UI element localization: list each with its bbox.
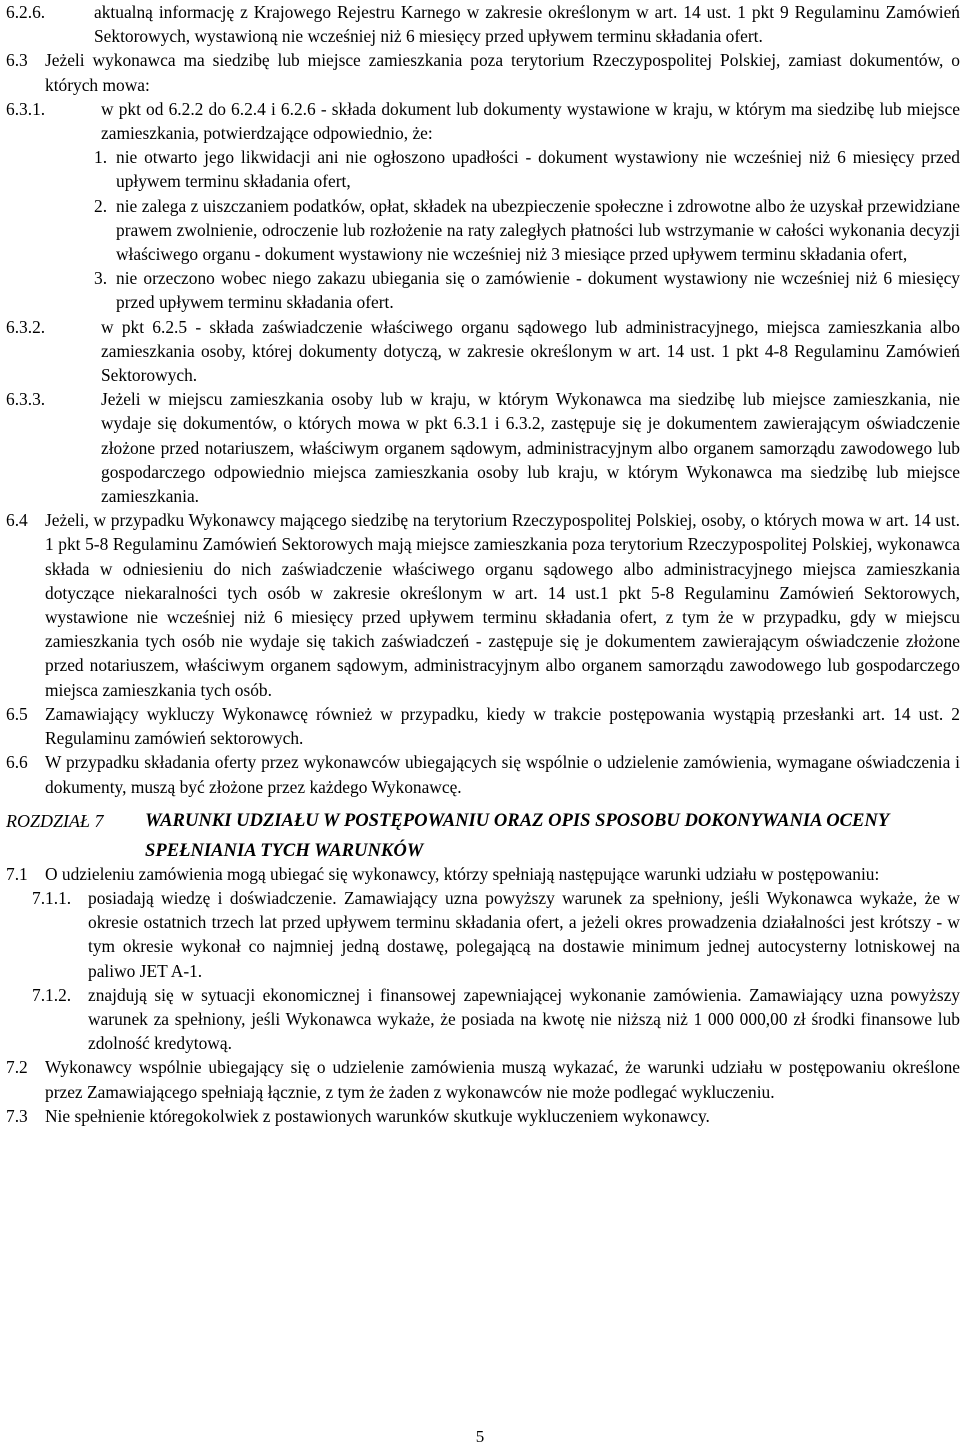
item-text: Jeżeli w miejscu zamieszkania osoby lub w kraju, w którym Wykonawca ma siedzibę lub miejsce zamieszkania, nie wydaje się dokumentów, o których mowa w pkt 6.3.1 i 6.3.2, zastępuje się je dokumentem zawierającym oświadczenie złożone przed notariuszem, właściwym organem sądowym, administracyjnym albo organem samorządu zawodowego lub gospodarczego odpowiednio miejsca zamieszkania osoby lub kraju, w którym Wykonawca ma siedzibę lub miejsce zamieszkania. xyxy=(101,389,960,507)
chapter-heading xyxy=(6,806,960,862)
list-item xyxy=(6,886,960,983)
list-item xyxy=(6,145,960,193)
item-number: 6.4 xyxy=(6,510,28,531)
item-number: 1. xyxy=(94,147,108,168)
item-text: w pkt od 6.2.2 do 6.2.4 i 6.2.6 - składa dokument lub dokumenty wystawione w kraju, w którym ma siedzibę lub miejsce zamieszkania, potwierdzające odpowiednio, że: xyxy=(101,98,960,144)
item-number: 6.5 xyxy=(6,703,28,724)
item-number: 6.3 xyxy=(6,50,28,71)
list-item xyxy=(6,702,960,750)
list-item xyxy=(6,48,960,96)
item-number: 7.3 xyxy=(6,1105,28,1126)
list-item xyxy=(6,97,960,145)
list-item xyxy=(6,1055,960,1103)
item-text: Jeżeli wykonawca ma siedzibę lub miejsce zamieszkania poza terytorium Rzeczypospolitej Polskiej, zamiast dokumentów, o których mowa: xyxy=(45,50,960,95)
chapter-title: WARUNKI UDZIAŁU W POSTĘPOWANIU ORAZ OPIS SPOSOBU DOKONYWANIA OCENY SPEŁNIANIA TYCH WARUNKÓW xyxy=(145,809,889,861)
item-number: 7.1.1. xyxy=(32,887,72,908)
list-item xyxy=(6,315,960,388)
item-text: aktualną informację z Krajowego Rejestru Karnego w zakresie określonym w art. 14 ust. 1 pkt 9 Regulaminu Zamówień Sektorowych, wystawioną nie wcześniej niż 6 miesięcy przed upływem terminu składania ofert. xyxy=(94,2,960,47)
item-text: Zamawiający wykluczy Wykonawcę również w przypadku, kiedy w trakcie postępowania wystąpią przesłanki art. 14 ust. 2 Regulaminu zamówień sektorowych. xyxy=(45,703,960,749)
item-text: posiadają wiedzę i doświadczenie. Zamawiający uzna powyższy warunek za spełniony, jeśli Wykonawca wykaże, że w okresie ostatnich trzech lat przed upływem terminu składania ofert, a jeżeli okres prowadzenia działalności jest krótszy - w tym okresie wykonał co najmniej jedną dostawę, polegającą na dostawie minimum jednej autocysterny lotniskowej na paliwo JET A-1. xyxy=(88,887,960,981)
list-item xyxy=(6,983,960,1056)
item-number: 7.1.2. xyxy=(32,984,72,1005)
item-number: 3. xyxy=(94,268,108,289)
list-item xyxy=(6,862,960,886)
chapter-label: ROZDZIAŁ 7 xyxy=(6,810,104,831)
item-text: nie orzeczono wobec niego zakazu ubiegania się o zamówienie - dokument wystawiony nie wcześniej niż 6 miesięcy przed upływem terminu składania ofert. xyxy=(116,268,960,313)
item-text: W przypadku składania oferty przez wykonawców ubiegających się wspólnie o udzielenie zamówienia, wymagane oświadczenia i dokumenty, muszą być złożone przez każdego Wykonawcę. xyxy=(45,752,960,797)
item-text: w pkt 6.2.5 - składa zaświadczenie właściwego organu sądowego lub administracyjnego, miejsca zamieszkania albo zamieszkania osoby, której dokumenty dotyczą, w zakresie określonym w art. 14 ust. 1 pkt 4-8 Regulaminu Zamówień Sektorowych. xyxy=(101,316,960,386)
list-item xyxy=(6,266,960,314)
item-text: Jeżeli, w przypadku Wykonawcy mającego siedzibę na terytorium Rzeczypospolitej Polskiej, osoby, o których mowa w art. 14 ust. 1 pkt 5-8 Regulaminu Zamówień Sektorowych mają miejsce zamieszkania poza terytorium Rzeczypospolitej Polskiej, wykonawca składa w odniesieniu do nich zaświadczenie właściwego organu sądowego albo administracyjnego miejsca zamieszkania dotyczące niekaralności tych osób w zakresie określonym w art. 14 ust.1 pkt 5-8 Regulaminu Zamówień Sektorowych, wystawione nie wcześniej niż 6 miesięcy przed upływem terminu składania ofert, z tym że w przypadku, gdy w miejscu zamieszkania tych osób nie wydaje się takich zaświadczeń - zastępuje się je dokumentem zawierającym oświadczenie złożone przed notariuszem, właściwym organem sądowym, administracyjnym albo organem samorządu zawodowego lub gospodarczego miejsca zamieszkania tych osób. xyxy=(45,510,960,700)
item-number: 7.2 xyxy=(6,1057,28,1078)
item-number: 7.1 xyxy=(6,863,28,884)
item-text: znajdują się w sytuacji ekonomicznej i finansowej zapewniającej wykonanie zamówienia. Zamawiający uzna powyższy warunek za spełniony, jeśli Wykonawca wykaże, że posiada na kwotę nie niższą niż 1 000 000,00 zł środki finansowe lub zdolność kredytową. xyxy=(88,984,960,1054)
page-number: 5 xyxy=(475,1427,485,1446)
item-text: nie otwarto jego likwidacji ani nie ogłoszono upadłości - dokument wystawiony nie wcześniej niż 6 miesięcy przed upływem terminu składania ofert, xyxy=(116,147,960,192)
list-item xyxy=(6,194,960,267)
list-item xyxy=(6,750,960,798)
item-text: Nie spełnienie któregokolwiek z postawionych warunków skutkuje wykluczeniem wykonawcy. xyxy=(45,1105,710,1126)
item-number: 2. xyxy=(94,195,108,216)
list-item xyxy=(6,1104,960,1128)
item-text: Wykonawcy wspólnie ubiegający się o udzielenie zamówienia muszą wykazać, że warunki udziału w postępowaniu określone przez Zamawiającego spełniają łącznie, z tym że żaden z wykonawców nie może podlegać wykluczeniu. xyxy=(45,1057,960,1102)
item-text: nie zalega z uiszczaniem podatków, opłat, składek na ubezpieczenie społeczne i zdrowotne albo że uzyskał przewidziane prawem zwolnienie, odroczenie lub rozłożenie na raty zaległych płatności lub wstrzymanie w całości wykonania decyzji właściwego organu - dokument wystawiony nie wcześniej niż 3 miesiące przed upływem terminu składania ofert, xyxy=(116,195,960,265)
list-item xyxy=(6,387,960,508)
list-item xyxy=(6,508,960,702)
item-number: 6.3.3. xyxy=(6,389,46,410)
document-page xyxy=(6,0,960,1128)
item-number: 6.3.1. xyxy=(6,98,46,119)
list-item xyxy=(6,0,960,48)
item-text: O udzieleniu zamówienia mogą ubiegać się wykonawcy, którzy spełniają następujące warunki udziału w postępowaniu: xyxy=(45,863,880,884)
item-number: 6.3.2. xyxy=(6,316,46,337)
item-number: 6.6 xyxy=(6,752,28,773)
item-number: 6.2.6. xyxy=(6,2,46,22)
